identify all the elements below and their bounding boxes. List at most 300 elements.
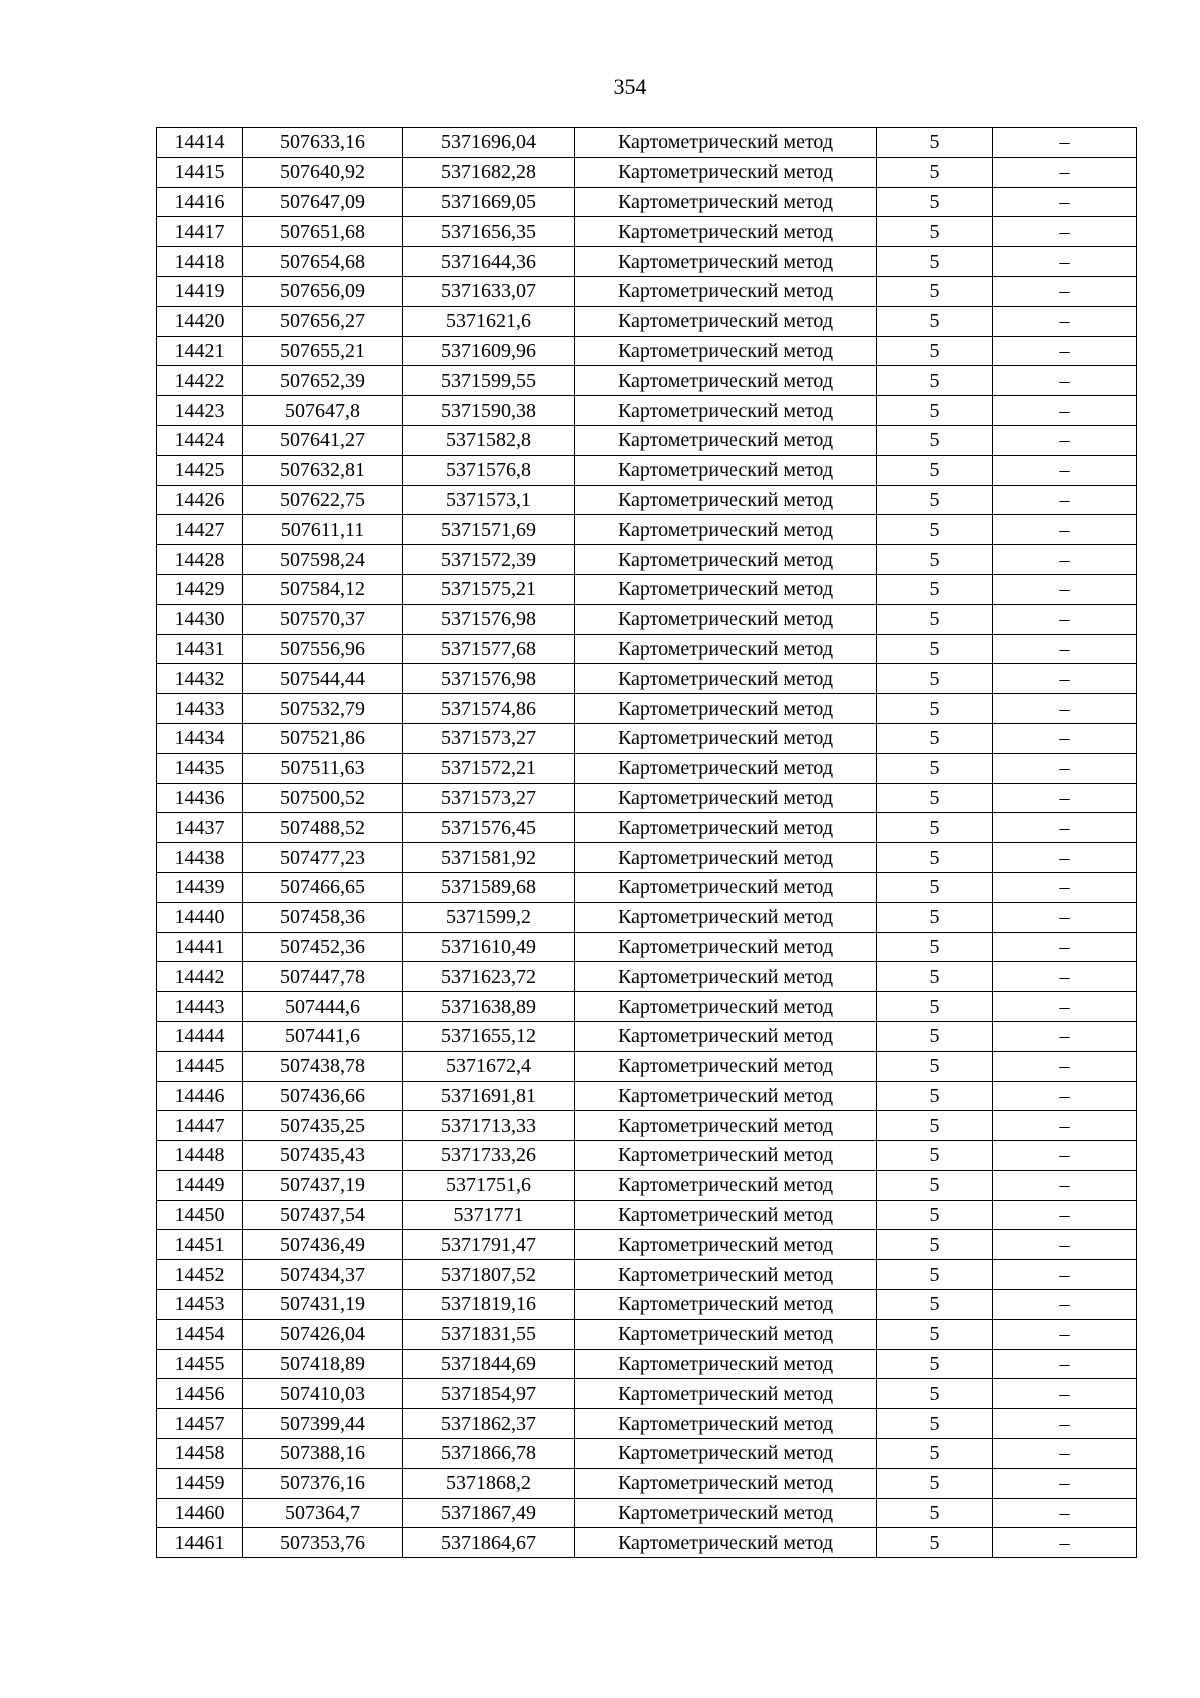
accuracy-cell: 5 (877, 366, 993, 396)
accuracy-cell: 5 (877, 1319, 993, 1349)
description-cell: – (993, 128, 1137, 158)
description-cell: – (993, 1319, 1137, 1349)
table-row (157, 336, 1137, 366)
description-cell: – (993, 306, 1137, 336)
y-coordinate-cell: 5371575,21 (403, 574, 575, 604)
accuracy-cell: 5 (877, 723, 993, 753)
y-coordinate-cell: 5371572,39 (403, 545, 575, 575)
method-cell: Картометрический метод (575, 1051, 877, 1081)
table-row (157, 723, 1137, 753)
y-coordinate-cell: 5371862,37 (403, 1409, 575, 1439)
y-coordinate-cell: 5371713,33 (403, 1111, 575, 1141)
x-coordinate-cell: 507435,43 (243, 1141, 403, 1171)
method-cell: Картометрический метод (575, 1111, 877, 1141)
method-cell: Картометрический метод (575, 723, 877, 753)
method-cell: Картометрический метод (575, 396, 877, 426)
description-cell: – (993, 1468, 1137, 1498)
x-coordinate-cell: 507434,37 (243, 1260, 403, 1290)
method-cell: Картометрический метод (575, 1498, 877, 1528)
table-row (157, 664, 1137, 694)
description-cell: – (993, 1349, 1137, 1379)
table-row (157, 1528, 1137, 1558)
y-coordinate-cell: 5371573,1 (403, 485, 575, 515)
table-row (157, 1498, 1137, 1528)
description-cell: – (993, 247, 1137, 277)
point-number-cell: 14439 (157, 872, 243, 902)
y-coordinate-cell: 5371819,16 (403, 1290, 575, 1320)
description-cell: – (993, 902, 1137, 932)
description-cell: – (993, 217, 1137, 247)
table-row (157, 1260, 1137, 1290)
method-cell: Картометрический метод (575, 813, 877, 843)
table-row (157, 276, 1137, 306)
table-row (157, 366, 1137, 396)
point-number-cell: 14417 (157, 217, 243, 247)
x-coordinate-cell: 507521,86 (243, 723, 403, 753)
point-number-cell: 14456 (157, 1379, 243, 1409)
description-cell: – (993, 1230, 1137, 1260)
y-coordinate-cell: 5371807,52 (403, 1260, 575, 1290)
method-cell: Картометрический метод (575, 247, 877, 277)
description-cell: – (993, 872, 1137, 902)
accuracy-cell: 5 (877, 1021, 993, 1051)
y-coordinate-cell: 5371672,4 (403, 1051, 575, 1081)
point-number-cell: 14447 (157, 1111, 243, 1141)
point-number-cell: 14455 (157, 1349, 243, 1379)
point-number-cell: 14431 (157, 634, 243, 664)
y-coordinate-cell: 5371609,96 (403, 336, 575, 366)
method-cell: Картометрический метод (575, 425, 877, 455)
y-coordinate-cell: 5371582,8 (403, 425, 575, 455)
accuracy-cell: 5 (877, 902, 993, 932)
y-coordinate-cell: 5371867,49 (403, 1498, 575, 1528)
table-row (157, 753, 1137, 783)
accuracy-cell: 5 (877, 485, 993, 515)
accuracy-cell: 5 (877, 932, 993, 962)
point-number-cell: 14442 (157, 962, 243, 992)
point-number-cell: 14436 (157, 783, 243, 813)
point-number-cell: 14424 (157, 425, 243, 455)
description-cell: – (993, 455, 1137, 485)
description-cell: – (993, 515, 1137, 545)
accuracy-cell: 5 (877, 396, 993, 426)
y-coordinate-cell: 5371844,69 (403, 1349, 575, 1379)
description-cell: – (993, 694, 1137, 724)
accuracy-cell: 5 (877, 753, 993, 783)
description-cell: – (993, 485, 1137, 515)
point-number-cell: 14454 (157, 1319, 243, 1349)
description-cell: – (993, 1021, 1137, 1051)
accuracy-cell: 5 (877, 455, 993, 485)
y-coordinate-cell: 5371621,6 (403, 306, 575, 336)
description-cell: – (993, 396, 1137, 426)
point-number-cell: 14435 (157, 753, 243, 783)
accuracy-cell: 5 (877, 1170, 993, 1200)
method-cell: Картометрический метод (575, 485, 877, 515)
x-coordinate-cell: 507651,68 (243, 217, 403, 247)
x-coordinate-cell: 507641,27 (243, 425, 403, 455)
x-coordinate-cell: 507458,36 (243, 902, 403, 932)
y-coordinate-cell: 5371623,72 (403, 962, 575, 992)
point-number-cell: 14430 (157, 604, 243, 634)
method-cell: Картометрический метод (575, 1409, 877, 1439)
y-coordinate-cell: 5371866,78 (403, 1439, 575, 1469)
table-row (157, 872, 1137, 902)
accuracy-cell: 5 (877, 962, 993, 992)
x-coordinate-cell: 507477,23 (243, 843, 403, 873)
accuracy-cell: 5 (877, 247, 993, 277)
description-cell: – (993, 1141, 1137, 1171)
description-cell: – (993, 634, 1137, 664)
point-number-cell: 14458 (157, 1439, 243, 1469)
description-cell: – (993, 1290, 1137, 1320)
accuracy-cell: 5 (877, 128, 993, 158)
x-coordinate-cell: 507652,39 (243, 366, 403, 396)
description-cell: – (993, 723, 1137, 753)
x-coordinate-cell: 507410,03 (243, 1379, 403, 1409)
point-number-cell: 14441 (157, 932, 243, 962)
x-coordinate-cell: 507532,79 (243, 694, 403, 724)
description-cell: – (993, 1051, 1137, 1081)
description-cell: – (993, 1409, 1137, 1439)
point-number-cell: 14460 (157, 1498, 243, 1528)
y-coordinate-cell: 5371751,6 (403, 1170, 575, 1200)
table-row (157, 455, 1137, 485)
point-number-cell: 14418 (157, 247, 243, 277)
table-row (157, 962, 1137, 992)
method-cell: Картометрический метод (575, 1439, 877, 1469)
y-coordinate-cell: 5371589,68 (403, 872, 575, 902)
table-row (157, 1290, 1137, 1320)
x-coordinate-cell: 507364,7 (243, 1498, 403, 1528)
x-coordinate-cell: 507656,27 (243, 306, 403, 336)
y-coordinate-cell: 5371771 (403, 1200, 575, 1230)
table-row (157, 634, 1137, 664)
description-cell: – (993, 1498, 1137, 1528)
table-row (157, 515, 1137, 545)
table-row (157, 902, 1137, 932)
y-coordinate-cell: 5371791,47 (403, 1230, 575, 1260)
table-row (157, 813, 1137, 843)
accuracy-cell: 5 (877, 1200, 993, 1230)
point-number-cell: 14440 (157, 902, 243, 932)
point-number-cell: 14448 (157, 1141, 243, 1171)
accuracy-cell: 5 (877, 187, 993, 217)
accuracy-cell: 5 (877, 1498, 993, 1528)
accuracy-cell: 5 (877, 217, 993, 247)
method-cell: Картометрический метод (575, 664, 877, 694)
y-coordinate-cell: 5371669,05 (403, 187, 575, 217)
x-coordinate-cell: 507655,21 (243, 336, 403, 366)
method-cell: Картометрический метод (575, 455, 877, 485)
x-coordinate-cell: 507511,63 (243, 753, 403, 783)
method-cell: Картометрический метод (575, 1528, 877, 1558)
point-number-cell: 14425 (157, 455, 243, 485)
accuracy-cell: 5 (877, 664, 993, 694)
table-row (157, 1379, 1137, 1409)
method-cell: Картометрический метод (575, 128, 877, 158)
accuracy-cell: 5 (877, 1468, 993, 1498)
method-cell: Картометрический метод (575, 1141, 877, 1171)
table-row (157, 247, 1137, 277)
table-row (157, 425, 1137, 455)
accuracy-cell: 5 (877, 694, 993, 724)
y-coordinate-cell: 5371573,27 (403, 783, 575, 813)
accuracy-cell: 5 (877, 515, 993, 545)
point-number-cell: 14459 (157, 1468, 243, 1498)
method-cell: Картометрический метод (575, 1230, 877, 1260)
point-number-cell: 14446 (157, 1081, 243, 1111)
x-coordinate-cell: 507441,6 (243, 1021, 403, 1051)
x-coordinate-cell: 507452,36 (243, 932, 403, 962)
x-coordinate-cell: 507633,16 (243, 128, 403, 158)
method-cell: Картометрический метод (575, 992, 877, 1022)
method-cell: Картометрический метод (575, 604, 877, 634)
point-number-cell: 14421 (157, 336, 243, 366)
point-number-cell: 14452 (157, 1260, 243, 1290)
point-number-cell: 14451 (157, 1230, 243, 1260)
x-coordinate-cell: 507447,78 (243, 962, 403, 992)
method-cell: Картометрический метод (575, 1021, 877, 1051)
point-number-cell: 14437 (157, 813, 243, 843)
accuracy-cell: 5 (877, 1409, 993, 1439)
method-cell: Картометрический метод (575, 574, 877, 604)
method-cell: Картометрический метод (575, 962, 877, 992)
y-coordinate-cell: 5371691,81 (403, 1081, 575, 1111)
description-cell: – (993, 336, 1137, 366)
method-cell: Картометрический метод (575, 843, 877, 873)
y-coordinate-cell: 5371656,35 (403, 217, 575, 247)
point-number-cell: 14445 (157, 1051, 243, 1081)
x-coordinate-cell: 507622,75 (243, 485, 403, 515)
method-cell: Картометрический метод (575, 872, 877, 902)
accuracy-cell: 5 (877, 1439, 993, 1469)
table-row (157, 1081, 1137, 1111)
accuracy-cell: 5 (877, 813, 993, 843)
table-body (157, 128, 1137, 1558)
table-row (157, 545, 1137, 575)
x-coordinate-cell: 507544,44 (243, 664, 403, 694)
accuracy-cell: 5 (877, 1260, 993, 1290)
description-cell: – (993, 813, 1137, 843)
table-row (157, 783, 1137, 813)
accuracy-cell: 5 (877, 336, 993, 366)
method-cell: Картометрический метод (575, 932, 877, 962)
table-row (157, 306, 1137, 336)
method-cell: Картометрический метод (575, 1200, 877, 1230)
x-coordinate-cell: 507444,6 (243, 992, 403, 1022)
table-row (157, 1230, 1137, 1260)
table-row (157, 1468, 1137, 1498)
point-number-cell: 14434 (157, 723, 243, 753)
x-coordinate-cell: 507654,68 (243, 247, 403, 277)
point-number-cell: 14419 (157, 276, 243, 306)
accuracy-cell: 5 (877, 992, 993, 1022)
y-coordinate-cell: 5371576,98 (403, 664, 575, 694)
point-number-cell: 14444 (157, 1021, 243, 1051)
description-cell: – (993, 366, 1137, 396)
accuracy-cell: 5 (877, 604, 993, 634)
x-coordinate-cell: 507598,24 (243, 545, 403, 575)
x-coordinate-cell: 507640,92 (243, 157, 403, 187)
x-coordinate-cell: 507584,12 (243, 574, 403, 604)
point-number-cell: 14414 (157, 128, 243, 158)
table-row (157, 217, 1137, 247)
y-coordinate-cell: 5371682,28 (403, 157, 575, 187)
accuracy-cell: 5 (877, 1290, 993, 1320)
table-row (157, 1170, 1137, 1200)
y-coordinate-cell: 5371577,68 (403, 634, 575, 664)
x-coordinate-cell: 507436,66 (243, 1081, 403, 1111)
accuracy-cell: 5 (877, 1230, 993, 1260)
y-coordinate-cell: 5371599,2 (403, 902, 575, 932)
description-cell: – (993, 545, 1137, 575)
table-row (157, 992, 1137, 1022)
description-cell: – (993, 932, 1137, 962)
method-cell: Картометрический метод (575, 187, 877, 217)
method-cell: Картометрический метод (575, 276, 877, 306)
x-coordinate-cell: 507647,8 (243, 396, 403, 426)
point-number-cell: 14422 (157, 366, 243, 396)
point-number-cell: 14461 (157, 1528, 243, 1558)
table-row (157, 157, 1137, 187)
accuracy-cell: 5 (877, 1349, 993, 1379)
y-coordinate-cell: 5371644,36 (403, 247, 575, 277)
table-row (157, 1051, 1137, 1081)
point-number-cell: 14427 (157, 515, 243, 545)
point-number-cell: 14416 (157, 187, 243, 217)
table-row (157, 1349, 1137, 1379)
point-number-cell: 14423 (157, 396, 243, 426)
description-cell: – (993, 604, 1137, 634)
method-cell: Картометрический метод (575, 157, 877, 187)
description-cell: – (993, 1200, 1137, 1230)
y-coordinate-cell: 5371831,55 (403, 1319, 575, 1349)
method-cell: Картометрический метод (575, 1290, 877, 1320)
x-coordinate-cell: 507431,19 (243, 1290, 403, 1320)
y-coordinate-cell: 5371733,26 (403, 1141, 575, 1171)
table-row (157, 574, 1137, 604)
x-coordinate-cell: 507418,89 (243, 1349, 403, 1379)
description-cell: – (993, 1081, 1137, 1111)
table-row (157, 1200, 1137, 1230)
y-coordinate-cell: 5371655,12 (403, 1021, 575, 1051)
table-row (157, 1439, 1137, 1469)
y-coordinate-cell: 5371574,86 (403, 694, 575, 724)
y-coordinate-cell: 5371576,45 (403, 813, 575, 843)
method-cell: Картометрический метод (575, 515, 877, 545)
y-coordinate-cell: 5371590,38 (403, 396, 575, 426)
description-cell: – (993, 753, 1137, 783)
description-cell: – (993, 187, 1137, 217)
accuracy-cell: 5 (877, 843, 993, 873)
table-row (157, 604, 1137, 634)
accuracy-cell: 5 (877, 276, 993, 306)
accuracy-cell: 5 (877, 1051, 993, 1081)
y-coordinate-cell: 5371576,8 (403, 455, 575, 485)
table-row (157, 396, 1137, 426)
accuracy-cell: 5 (877, 1111, 993, 1141)
accuracy-cell: 5 (877, 425, 993, 455)
table-row (157, 1021, 1137, 1051)
accuracy-cell: 5 (877, 306, 993, 336)
point-number-cell: 14453 (157, 1290, 243, 1320)
method-cell: Картометрический метод (575, 1081, 877, 1111)
accuracy-cell: 5 (877, 157, 993, 187)
y-coordinate-cell: 5371638,89 (403, 992, 575, 1022)
method-cell: Картометрический метод (575, 1349, 877, 1379)
table-row (157, 1141, 1137, 1171)
point-number-cell: 14415 (157, 157, 243, 187)
method-cell: Картометрический метод (575, 1379, 877, 1409)
description-cell: – (993, 1528, 1137, 1558)
x-coordinate-cell: 507500,52 (243, 783, 403, 813)
point-number-cell: 14426 (157, 485, 243, 515)
method-cell: Картометрический метод (575, 783, 877, 813)
y-coordinate-cell: 5371571,69 (403, 515, 575, 545)
x-coordinate-cell: 507436,49 (243, 1230, 403, 1260)
y-coordinate-cell: 5371610,49 (403, 932, 575, 962)
accuracy-cell: 5 (877, 1141, 993, 1171)
method-cell: Картометрический метод (575, 1468, 877, 1498)
table-row (157, 1409, 1137, 1439)
method-cell: Картометрический метод (575, 1170, 877, 1200)
method-cell: Картометрический метод (575, 545, 877, 575)
accuracy-cell: 5 (877, 872, 993, 902)
point-number-cell: 14420 (157, 306, 243, 336)
description-cell: – (993, 783, 1137, 813)
method-cell: Картометрический метод (575, 366, 877, 396)
description-cell: – (993, 1170, 1137, 1200)
method-cell: Картометрический метод (575, 634, 877, 664)
y-coordinate-cell: 5371572,21 (403, 753, 575, 783)
y-coordinate-cell: 5371633,07 (403, 276, 575, 306)
table-row (157, 485, 1137, 515)
description-cell: – (993, 574, 1137, 604)
method-cell: Картометрический метод (575, 217, 877, 247)
point-number-cell: 14429 (157, 574, 243, 604)
method-cell: Картометрический метод (575, 1260, 877, 1290)
x-coordinate-cell: 507488,52 (243, 813, 403, 843)
accuracy-cell: 5 (877, 1528, 993, 1558)
method-cell: Картометрический метод (575, 753, 877, 783)
description-cell: – (993, 157, 1137, 187)
point-number-cell: 14443 (157, 992, 243, 1022)
method-cell: Картометрический метод (575, 902, 877, 932)
x-coordinate-cell: 507438,78 (243, 1051, 403, 1081)
y-coordinate-cell: 5371581,92 (403, 843, 575, 873)
x-coordinate-cell: 507437,54 (243, 1200, 403, 1230)
description-cell: – (993, 664, 1137, 694)
table-row (157, 694, 1137, 724)
accuracy-cell: 5 (877, 783, 993, 813)
coordinates-table (156, 127, 1137, 1558)
accuracy-cell: 5 (877, 1379, 993, 1409)
x-coordinate-cell: 507570,37 (243, 604, 403, 634)
table-row (157, 932, 1137, 962)
y-coordinate-cell: 5371576,98 (403, 604, 575, 634)
accuracy-cell: 5 (877, 634, 993, 664)
description-cell: – (993, 843, 1137, 873)
table-row (157, 187, 1137, 217)
point-number-cell: 14438 (157, 843, 243, 873)
description-cell: – (993, 962, 1137, 992)
point-number-cell: 14433 (157, 694, 243, 724)
description-cell: – (993, 1439, 1137, 1469)
x-coordinate-cell: 507353,76 (243, 1528, 403, 1558)
accuracy-cell: 5 (877, 1081, 993, 1111)
x-coordinate-cell: 507647,09 (243, 187, 403, 217)
